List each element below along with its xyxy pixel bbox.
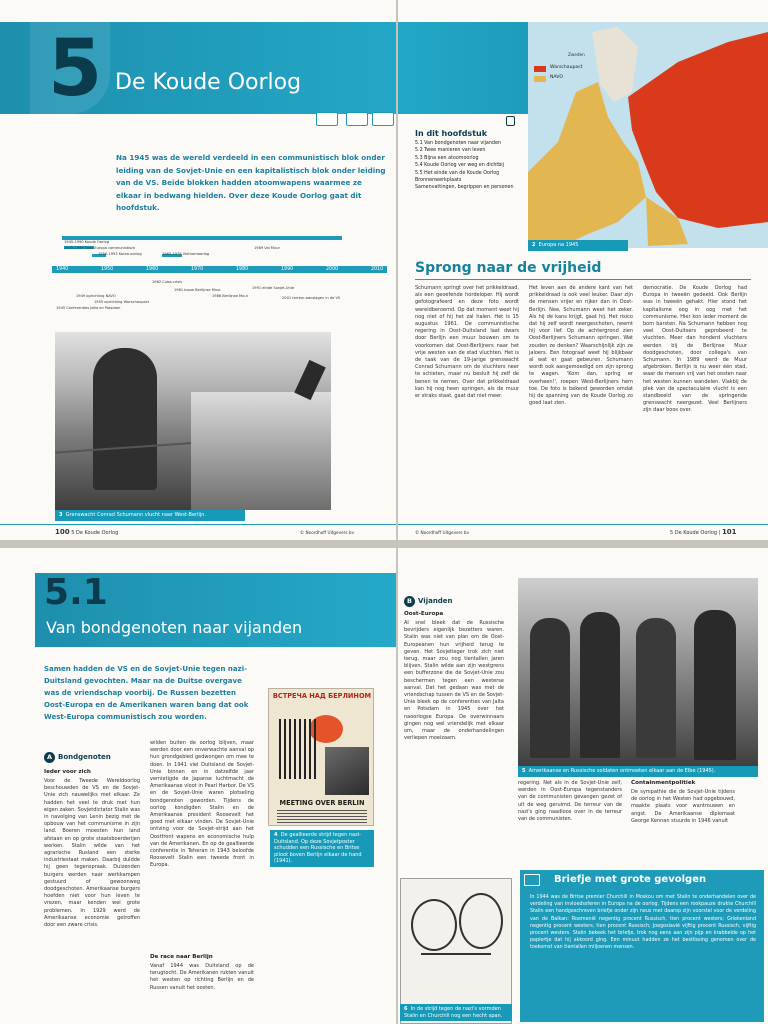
page-100 [0, 0, 396, 540]
page-102 [0, 548, 396, 1024]
page-103 [398, 548, 768, 1024]
section-title: Sprong naar de vrijheid [415, 260, 602, 276]
tank-icon [316, 112, 338, 126]
poster-fine-print [277, 809, 367, 823]
page-footer: 5 De Koude Oorlog | 101 [670, 528, 737, 536]
timeline-event-bottom: 1961 bouw Berlijnse Muur [174, 288, 221, 292]
title-rule [415, 279, 751, 280]
paper-icon [346, 112, 368, 126]
timeline-event-top: 1945-1990 Koude Oorlog [64, 240, 110, 244]
timeline-event-bottom: 1945 Conferenties Jalta en Potsdam [56, 306, 121, 310]
page-footer: 100 5 De Koude Oorlog [55, 528, 119, 536]
photo-caption: 3 Grenswacht Conrad Schumann vlucht naar West-Berlijn. [55, 510, 245, 521]
timeline-event-bottom: 2001 terreur-aanslagen in de VS [282, 296, 341, 300]
poster-title-ru: ВСТРЕЧА НАД БЕРЛИНОМ [272, 692, 372, 700]
soldier-2 [580, 612, 620, 758]
timeline-event-top: 1950-1953 Korea-oorlog [98, 252, 142, 256]
timeline-year: 1950 [101, 267, 114, 272]
info-box [520, 870, 764, 1022]
soldier-figure [93, 348, 157, 490]
article-col-1: Schumann springt over het prikkeldraad, als een geoefende hordeloper. Hij wordt gefotografeerd en deze foto wordt wereldberoemd. Op dat moment weet hij nog niet of hij het zal halen. Het is 15 augustus 1961. De communistische regering in Oost-Duitsland laat dwars door Berlijn een muur bouwen om te voorkomen dat Oost-Berlijners naar het vrije westen van de stad vluchten. Het is de taak van de 19-jarige grenswacht Conrad Schumann om de vluchters neer te schieten, maar nu besluit hij zelf de benen te nemen. Over dat prikkeldraad kan hij nog heen springen, als de muur er straks staat, gaat dat niet meer. [415, 285, 519, 400]
section-intro: Samen hadden de VS en de Sovjet-Unie tegen nazi-Duitsland gevochten. Maar na de Duitse overgave was de vriendschap voorbij. De Russen bezetten Oost-Europa en de Amerikanen waren bang dat ook West-Europa communistisch zou worden. [44, 665, 249, 721]
timeline-year: 1960 [146, 267, 159, 272]
article-col-3: democratie. De Koude Oorlog had Europa in tweeën gedeeld. Ook Berlijn was in tweeën gehakt. Hier stond het kapitalisme oog in oog met het communisme. Hier kon ieder moment de bom barsten. Na Schumann hebben nog veel Oost-Duitsers geprobeerd te vluchten. Meer dan honderd vluchters werden bij de Berlijnse Muur doodgeschoten, door collega's van Schumann. In 1989 werd de Muur afgebroken. Berlijn is nu weer één stad, waar de mensen vrij van het oosten naar het westen kunnen wandelen. Vlakbij de plek van de spectaculaire vlucht is een standbeeld van de springende grenswacht neergezet. Veel Berlijners zijn daar boos over. [643, 285, 747, 414]
subsection-c-head: Containmentpolitiek [631, 780, 696, 786]
map-label: Zweden [568, 52, 585, 57]
subsection-a-head: Ieder voor zich [44, 769, 91, 775]
publisher: © Noordhoff Uitgevers bv [300, 530, 355, 535]
subsection-b-head: Oost-Europa [404, 611, 444, 617]
section-col-2: wilden buiten de oorlog blijven, maar werden door een onverwachte aanval op hun grondgebied gedwongen om mee te doen. In 1941 viel Duitsland de Sovjet-Unie binnen en in datzelfde jaar vernietigde de Japanse luchtmacht de Amerikaanse vloot in Pearl Harbor. De VS en de Sovjet-Unie waren plotseling bondgenoten geworden. Tijdens de oorlog kondigden Stalin en de Amerikaanse president Roosevelt het goed met elkaar vinden. De Sovjet-Unie ontving voor de Sovjet-strijd aan het Oostfront wapens en economische hulp van de Amerikanen. En op de geallieerde conferentie in Teheran in 1943 beloofde Roosevelt Stalin een tweede front in Europa. [150, 740, 254, 869]
chapter-title: De Koude Oorlog [115, 70, 302, 95]
schumann-photo [55, 332, 331, 510]
timeline-year: 1980 [236, 267, 249, 272]
monitor-icon [506, 116, 515, 126]
chapter-intro: Na 1945 was de wereld verdeeld in een communistisch blok onder leiding van de Sovjet-Unie en een kapitalistisch blok onder leiding van de VS. Beide blokken hadden atoomwapens waarmee ze elkaar in bedwang hielden. Over deze Koude Oorlog gaat dit hoofdstuk. [116, 153, 386, 212]
poster-caption: 4 De geallieerde strijd tegen nazi-Duitsland. Op deze Sovjetposter schudden een Russische en Britse piloot boven Berlijn elkaar de hand (1941). [270, 830, 374, 867]
cartoon-figure-2 [459, 893, 503, 949]
timeline-year: 2000 [326, 267, 339, 272]
box-title: Briefje met grote gevolgen [554, 874, 707, 885]
toc-item[interactable]: 5.1 Van bondgenoten naar vijanden [415, 141, 501, 146]
subsection-b-badge: B [404, 596, 415, 607]
banner-continuation [398, 22, 528, 114]
timeline-year: 2010 [371, 267, 384, 272]
timeline-event-bottom: 1991 einde Sovjet-Unie [252, 286, 295, 290]
timeline-event-bottom: 1986 Berlijnse Muur [212, 294, 249, 298]
timeline-event-bottom: 1949 oprichting NAVO [76, 294, 116, 298]
poster-title-en: MEETING OVER BERLIN [279, 799, 365, 807]
box-text: In 1944 was de Britse premier Churchill in Moskou om met Stalin te onderhandelen over de verdeling van invloedssferen in Europa na de oorlog. Tijdens een rookpauze drukte Churchill Stalin een handgeschreven briefje onder zijn neus met daarop zijn voorstel voor de verdeling van de Balkan: Roemenië negentig procent Russisch, tien procent westers; Griekenland negentig procent westers, tien procent Russisch; Joegoslavië vijftig procent Russisch, vijftig procent westers. Stalin bekeek het briefje, trok nog eens aan zijn pijp en krabbelde op het papiertje dat hij akkoord ging. Een minuut hadden ze het bestlissing genomen over de toekomst van tientallen miljoenen mensen. [530, 895, 756, 951]
chapter-number: 5 [48, 24, 103, 114]
timeline-event-bottom: 1955 oprichting Warschaupact [94, 300, 150, 304]
section-number: 5.1 [44, 572, 108, 613]
section-col-3: De sympathie die de Sovjet-Unie tijdens de oorlog in het Westen had opgebouwd, maakte plaats voor wantrouwen en angst. De Amerikaanse diplomaat George Kennan stuurde in 1946 vanuit [631, 789, 735, 824]
subsection-a-title: Bondgenoten [58, 753, 111, 761]
article-col-2: Het leven aan de andere kant van het prikkeldraad is ook veel leuker. Daar zijn de mensen vrijer en rijker dan in Oost-Berlijn. Nee, Schumann weet het zeker. Als hij de kans krijgt, gaat hij. Het risico dat hij zelf wordt neergeschoten, neemt hij voor lief. Op de achtergrond zien Oost-Berlijners Schumann springen. Wat zouden ze denken? Waarschijnlijk zijn ze jaloers. Een fotograaf weet hij blijkbaar al wat er gaat gebeuren. Schumann wordt ook aangemoedigd om zijn sprong te wagen. 'Kom dan, spring er overheen!', roepen West-Berlijners hem toe. De foto is bekend geworden omdat hij de spanning van de Koude Oorlog zo goed laat zien. [529, 285, 633, 407]
toc-item[interactable]: Samenvattingen, begrippen en personen [415, 185, 514, 191]
cartoon-caption: 6 In de strijd tegen de nazi's vormden Stalin en Churchill nog een hecht span. [400, 1004, 512, 1021]
monitor-icon [372, 112, 394, 126]
soviet-poster [268, 688, 374, 826]
timeline-event-bottom: 1962 Cuba-crisis [152, 280, 183, 284]
timeline-event-top: 1945-1949 Oost-Europa communistisch [64, 246, 136, 250]
soldier-3 [636, 618, 676, 758]
toc-title: In dit hoofdstuk [415, 129, 488, 138]
toc-item[interactable]: 5.2 Twee manieren van leven [415, 148, 486, 154]
section-col-1: Voor de Tweede Wereldoorlog beschouwden de VS en de Sovjet-Unie zich nauwelijks met elkaar. Ze hadden het veel te druk met hun eigen zaken. Sovjetdictator Stalin was in navolging van Lenin bezig met de opbouw van het communisme in zijn land. Boeren moesten hun land afstaan en op grote staatsboerderijen werken. Stalin wilde van het agrarische Rusland een sterke industriestaat maken. Daarbij duldde hij geen tegenspraak. Duizenden burgers werden naar werkkampen gestuurd of gewoonweg doodgeschoten. Amerikaanse burgers hoefden niet voor hun leven te vrezen, maar kenden wel grote problemen. In 1929 werd de Amerikaanse economie getroffen door een zware crisis. [44, 778, 140, 929]
timeline-bottom-labels [52, 278, 387, 328]
timeline [52, 226, 387, 331]
cartoon-image [400, 878, 512, 1024]
poster-bombs [325, 747, 369, 795]
cartoon-ground [421, 953, 491, 983]
legend-swatch-nato [534, 76, 546, 82]
timeline-year: 1940 [56, 267, 69, 272]
timeline-years [52, 266, 387, 273]
section-col-2b: Vanaf 1944 was Duitsland op de terugtocht. De Amerikanen rukten vanuit het westen op richting Berlijn en de Russen vanuit het oosten. [150, 963, 254, 991]
toc-item[interactable]: 5.5 Het einde van de Koude Oorlog [415, 170, 500, 176]
legend-swatch-warsaw [534, 66, 546, 72]
poster-text-block [279, 719, 319, 779]
section-col-1: Al snel bleek dat de Russische bevrijders eigenlijk bezetters waren. Stalin was niet van plan om de Oost-Europeanen hun vrijheid terug te geven. Het Sovjetleger trok zich niet terug, maar zou nog tientallen jaren blijven. Stalin wilde aan zijn westgrens een bufferzone die de Sovjet-Unie zou beschermen tegen een westerse aanval. Dat het gedaan was met de vriendschap tussen de VS en de Sovjet-Unie bleek op de conferenties van Jalta en Potsdam in 1945 over het naoorlogse Europa. De overwinnaars gingen nog wel vriendelijk met elkaar om, maar de onderhandelingen verliepen moeizaam. [404, 620, 504, 742]
timeline-year: 1970 [191, 267, 204, 272]
timeline-year: 1990 [281, 267, 294, 272]
legend-warsaw: Warschaupact [550, 65, 583, 70]
europe-map [528, 22, 768, 248]
section-col-2: regering. Net als in de Sovjet-Unie zelf, werden in Oost-Europa tegenstanders van de communisten gevangen gezet of uit de weg geruimd. De terreur van de nazi's ging naadloos over in de terreur van de communisten. [518, 780, 622, 823]
publisher: © Noordhoff Uitgevers bv [415, 530, 470, 535]
timeline-event-top: 1989 Val Muur [254, 246, 280, 250]
toc-item[interactable]: 5.3 Bijna een atoomoorlog [415, 155, 479, 161]
legend-nato: NAVO [550, 75, 563, 80]
page-101 [398, 0, 768, 540]
subsection-b-title: Vijanden [418, 597, 453, 605]
elbe-photo [518, 578, 758, 766]
timeline-top-labels [64, 240, 384, 264]
monitor-icon [524, 874, 540, 886]
toc-item[interactable]: 5.4 Koude Oorlog ver weg en dichtbij [415, 163, 504, 169]
toc-list [415, 140, 535, 192]
map-caption: 2 Europa na 1945 [528, 240, 628, 251]
photo-inset [191, 392, 331, 510]
soldier-1 [530, 618, 570, 758]
cartoon-figure-1 [411, 899, 457, 951]
toc-item[interactable]: Bronnenwerkplaats [415, 178, 462, 184]
subsection-a-badge: A [44, 752, 55, 763]
section-title: Van bondgenoten naar vijanden [46, 618, 303, 637]
subsection-b-title: De race naar Berlijn [150, 954, 213, 960]
soldier-4 [694, 610, 736, 760]
photo-caption: 5 Amerikaanse en Russische soldaten ontmoeten elkaar aan de Elbe (1945). [518, 766, 758, 777]
timeline-event-top: 1965-1975 Vietnamoorlog [162, 252, 210, 256]
